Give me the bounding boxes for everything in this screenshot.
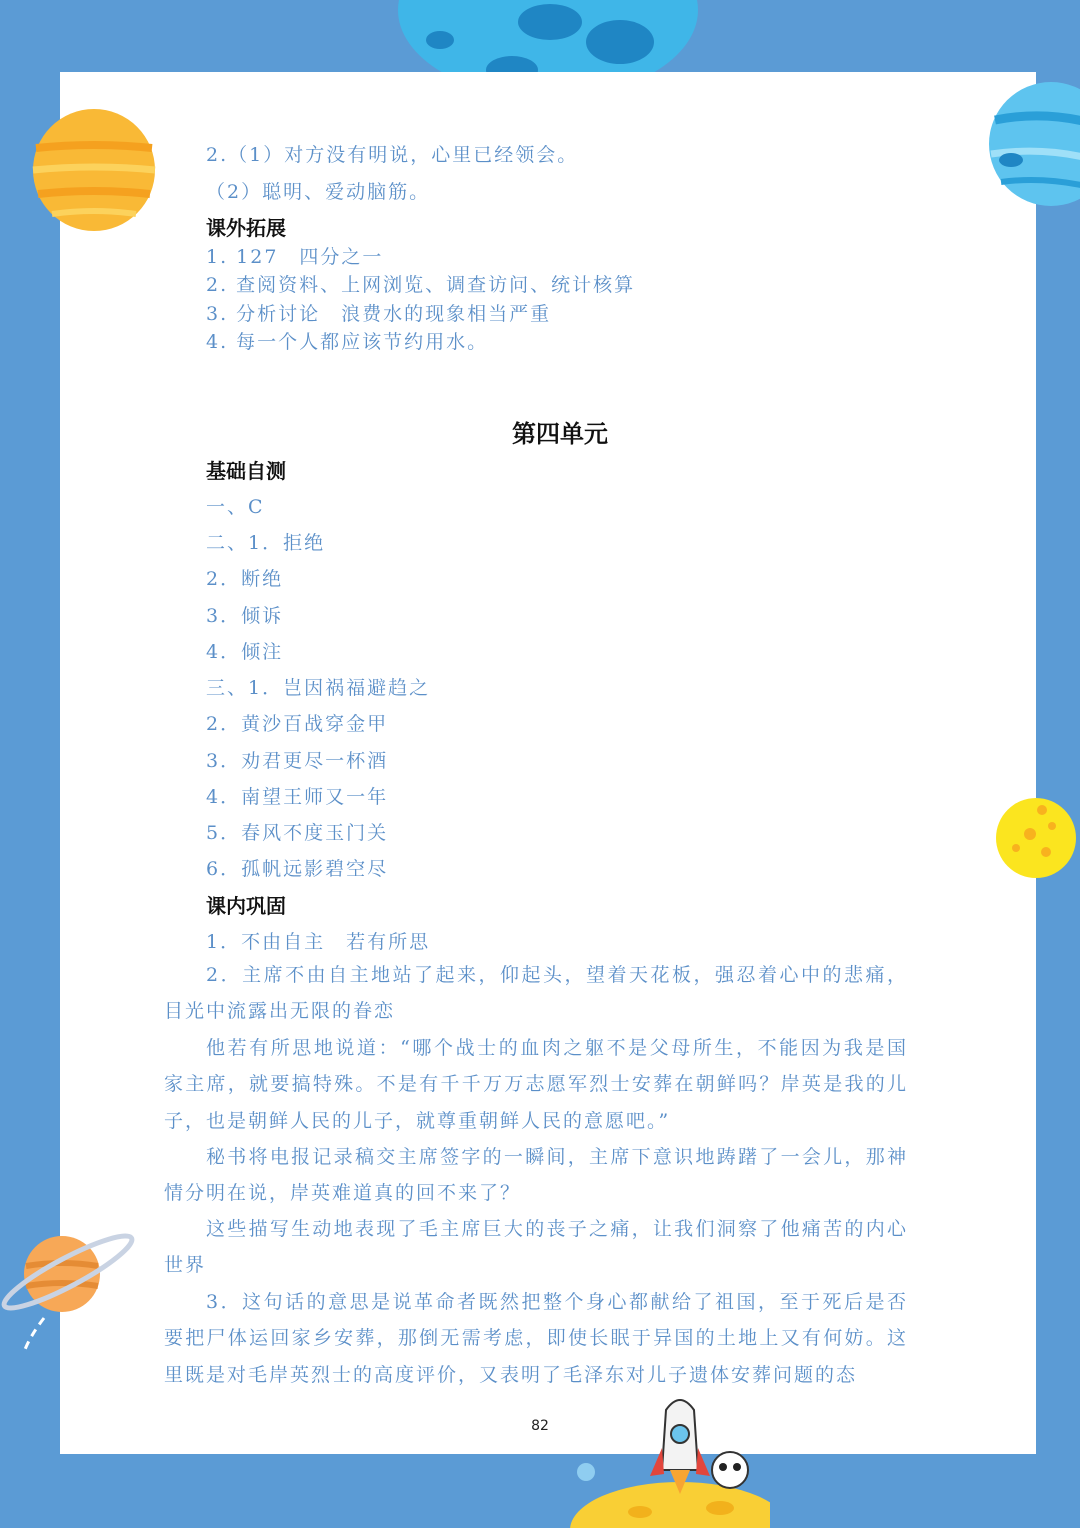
answer-line: 4．南望王师又一年 — [206, 786, 389, 808]
blue-planet-illustration — [985, 80, 1080, 210]
section-heading-consolidate: 课内巩固 — [206, 894, 286, 918]
answer-line: 2.（1）对方没有明说，心里已经领会。 — [206, 144, 579, 166]
answer-line: 二、1．拒绝 — [206, 532, 326, 554]
answer-line: 3．倾诉 — [206, 605, 284, 627]
answer-line: （2）聪明、爱动脑筋。 — [206, 181, 431, 203]
unit-title: 第四单元 — [512, 420, 608, 448]
section-heading-basic: 基础自测 — [206, 459, 286, 483]
answer-line: 5．春风不度玉门关 — [206, 822, 389, 844]
answer-line: 4．倾注 — [206, 641, 284, 663]
page-number: 82 — [531, 1418, 549, 1434]
answer-paragraph: 秘书将电报记录稿交主席签字的一瞬间，主席下意识地踌躇了一会儿，那神情分明在说，岸英难道真的回不来了？ — [164, 1146, 908, 1205]
answer-line: 三、1．岂因祸福避趋之 — [206, 677, 431, 699]
answer-line: 3．劝君更尽一杯酒 — [206, 750, 389, 772]
answer-line: 2．断绝 — [206, 568, 284, 590]
answer-line: 4. 每一个人都应该节约用水。 — [206, 331, 489, 353]
section-heading-extension: 课外拓展 — [206, 216, 286, 240]
answer-paragraph: 这些描写生动地表现了毛主席巨大的丧子之痛，让我们洞察了他痛苦的内心世界 — [164, 1218, 908, 1277]
small-yellow-planet-illustration — [994, 796, 1080, 880]
answer-line: 1. 127 四分之一 — [206, 246, 384, 268]
answer-line: 1．不由自主 若有所思 — [206, 931, 431, 953]
answer-paragraph: 2．主席不由自主地站了起来，仰起头，望着天花板，强忍着心中的悲痛，目光中流露出无限的眷恋 — [164, 964, 908, 1023]
rocket-panda-illustration — [570, 1390, 770, 1528]
answer-line: 2. 查阅资料、上网浏览、调查访问、统计核算 — [206, 274, 636, 296]
answer-line: 一、C — [206, 496, 265, 518]
answer-paragraph: 3．这句话的意思是说革命者既然把整个身心都献给了祖国，至于死后是否要把尸体运回家乡安葬，那倒无需考虑，即使长眠于异国的土地上又有何妨。这里既是对毛岸英烈士的高度评价，又表明了毛泽东对儿子遗体安葬问题的态 — [164, 1291, 908, 1386]
answer-line: 2．黄沙百战穿金甲 — [206, 713, 389, 735]
ringed-planet-illustration — [0, 1226, 142, 1356]
answer-line: 6．孤帆远影碧空尽 — [206, 858, 389, 880]
answer-paragraph: 他若有所思地说道：“哪个战士的血肉之躯不是父母所生，不能因为我是国家主席，就要搞特殊。不是有千千万万志愿军烈士安葬在朝鲜吗？岸英是我的儿子，也是朝鲜人民的儿子，就尊重朝鲜人民的意愿吧。” — [164, 1037, 908, 1132]
yellow-planet-illustration — [30, 106, 158, 234]
answer-line: 3. 分析讨论 浪费水的现象相当严重 — [206, 303, 552, 325]
